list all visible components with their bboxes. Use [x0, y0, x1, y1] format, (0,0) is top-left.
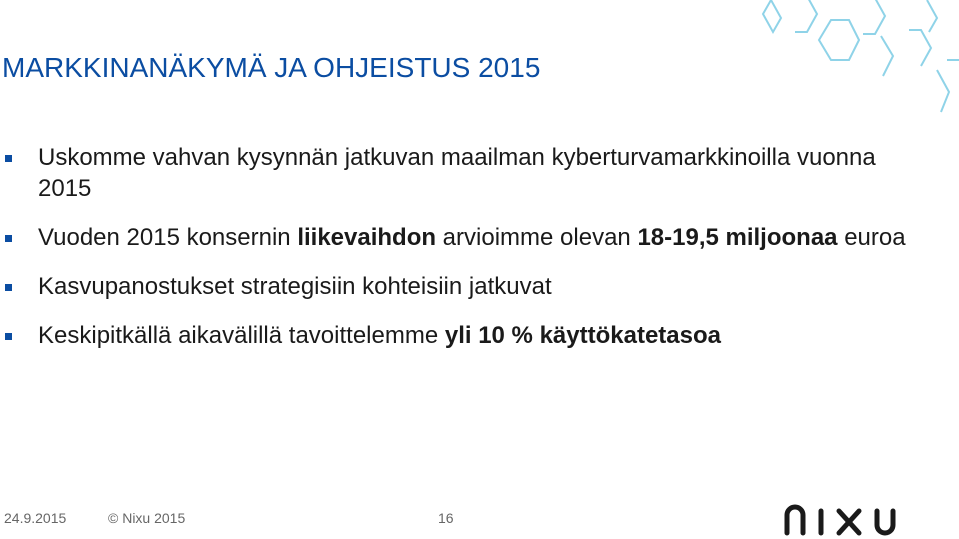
bullet-item	[0, 320, 920, 351]
footer-copyright: © Nixu 2015	[108, 510, 186, 526]
bullet-text: euroa	[837, 224, 906, 251]
bullet-text-bold: 18-19,5 miljoonaa	[637, 224, 838, 251]
footer-date: 24.9.2015	[4, 510, 67, 526]
hexagon-decoration	[759, 0, 959, 130]
bullet-text: Vuoden 2015 konsernin	[38, 224, 298, 251]
bullet-square-icon	[5, 235, 12, 242]
bullet-item	[0, 222, 920, 253]
bullet-list	[0, 142, 920, 351]
bullet-text: arvioimme olevan	[436, 224, 638, 251]
slide-title: MARKKINANÄKYMÄ JA OHJEISTUS 2015	[2, 52, 541, 83]
bullet-square-icon	[5, 155, 12, 162]
bullet-text: Uskomme vahvan kysynnän jatkuvan maailman kyberturvamarkkinoilla vuonna 2015	[38, 144, 876, 202]
bullet-item	[0, 142, 920, 204]
bullet-square-icon	[5, 333, 12, 340]
bullet-text-bold: yli 10 % käyttökatetasoa	[444, 322, 721, 349]
nixu-logo	[783, 503, 901, 537]
bullet-text-bold: liikevaihdon	[297, 224, 437, 251]
page-number: 16	[438, 510, 454, 526]
bullet-item	[0, 271, 920, 302]
bullet-text: Kasvupanostukset strategisiin kohteisiin jatkuvat	[38, 273, 552, 300]
bullet-square-icon	[5, 284, 12, 291]
bullet-text: Keskipitkällä aikavälillä tavoittelemme	[38, 322, 445, 349]
